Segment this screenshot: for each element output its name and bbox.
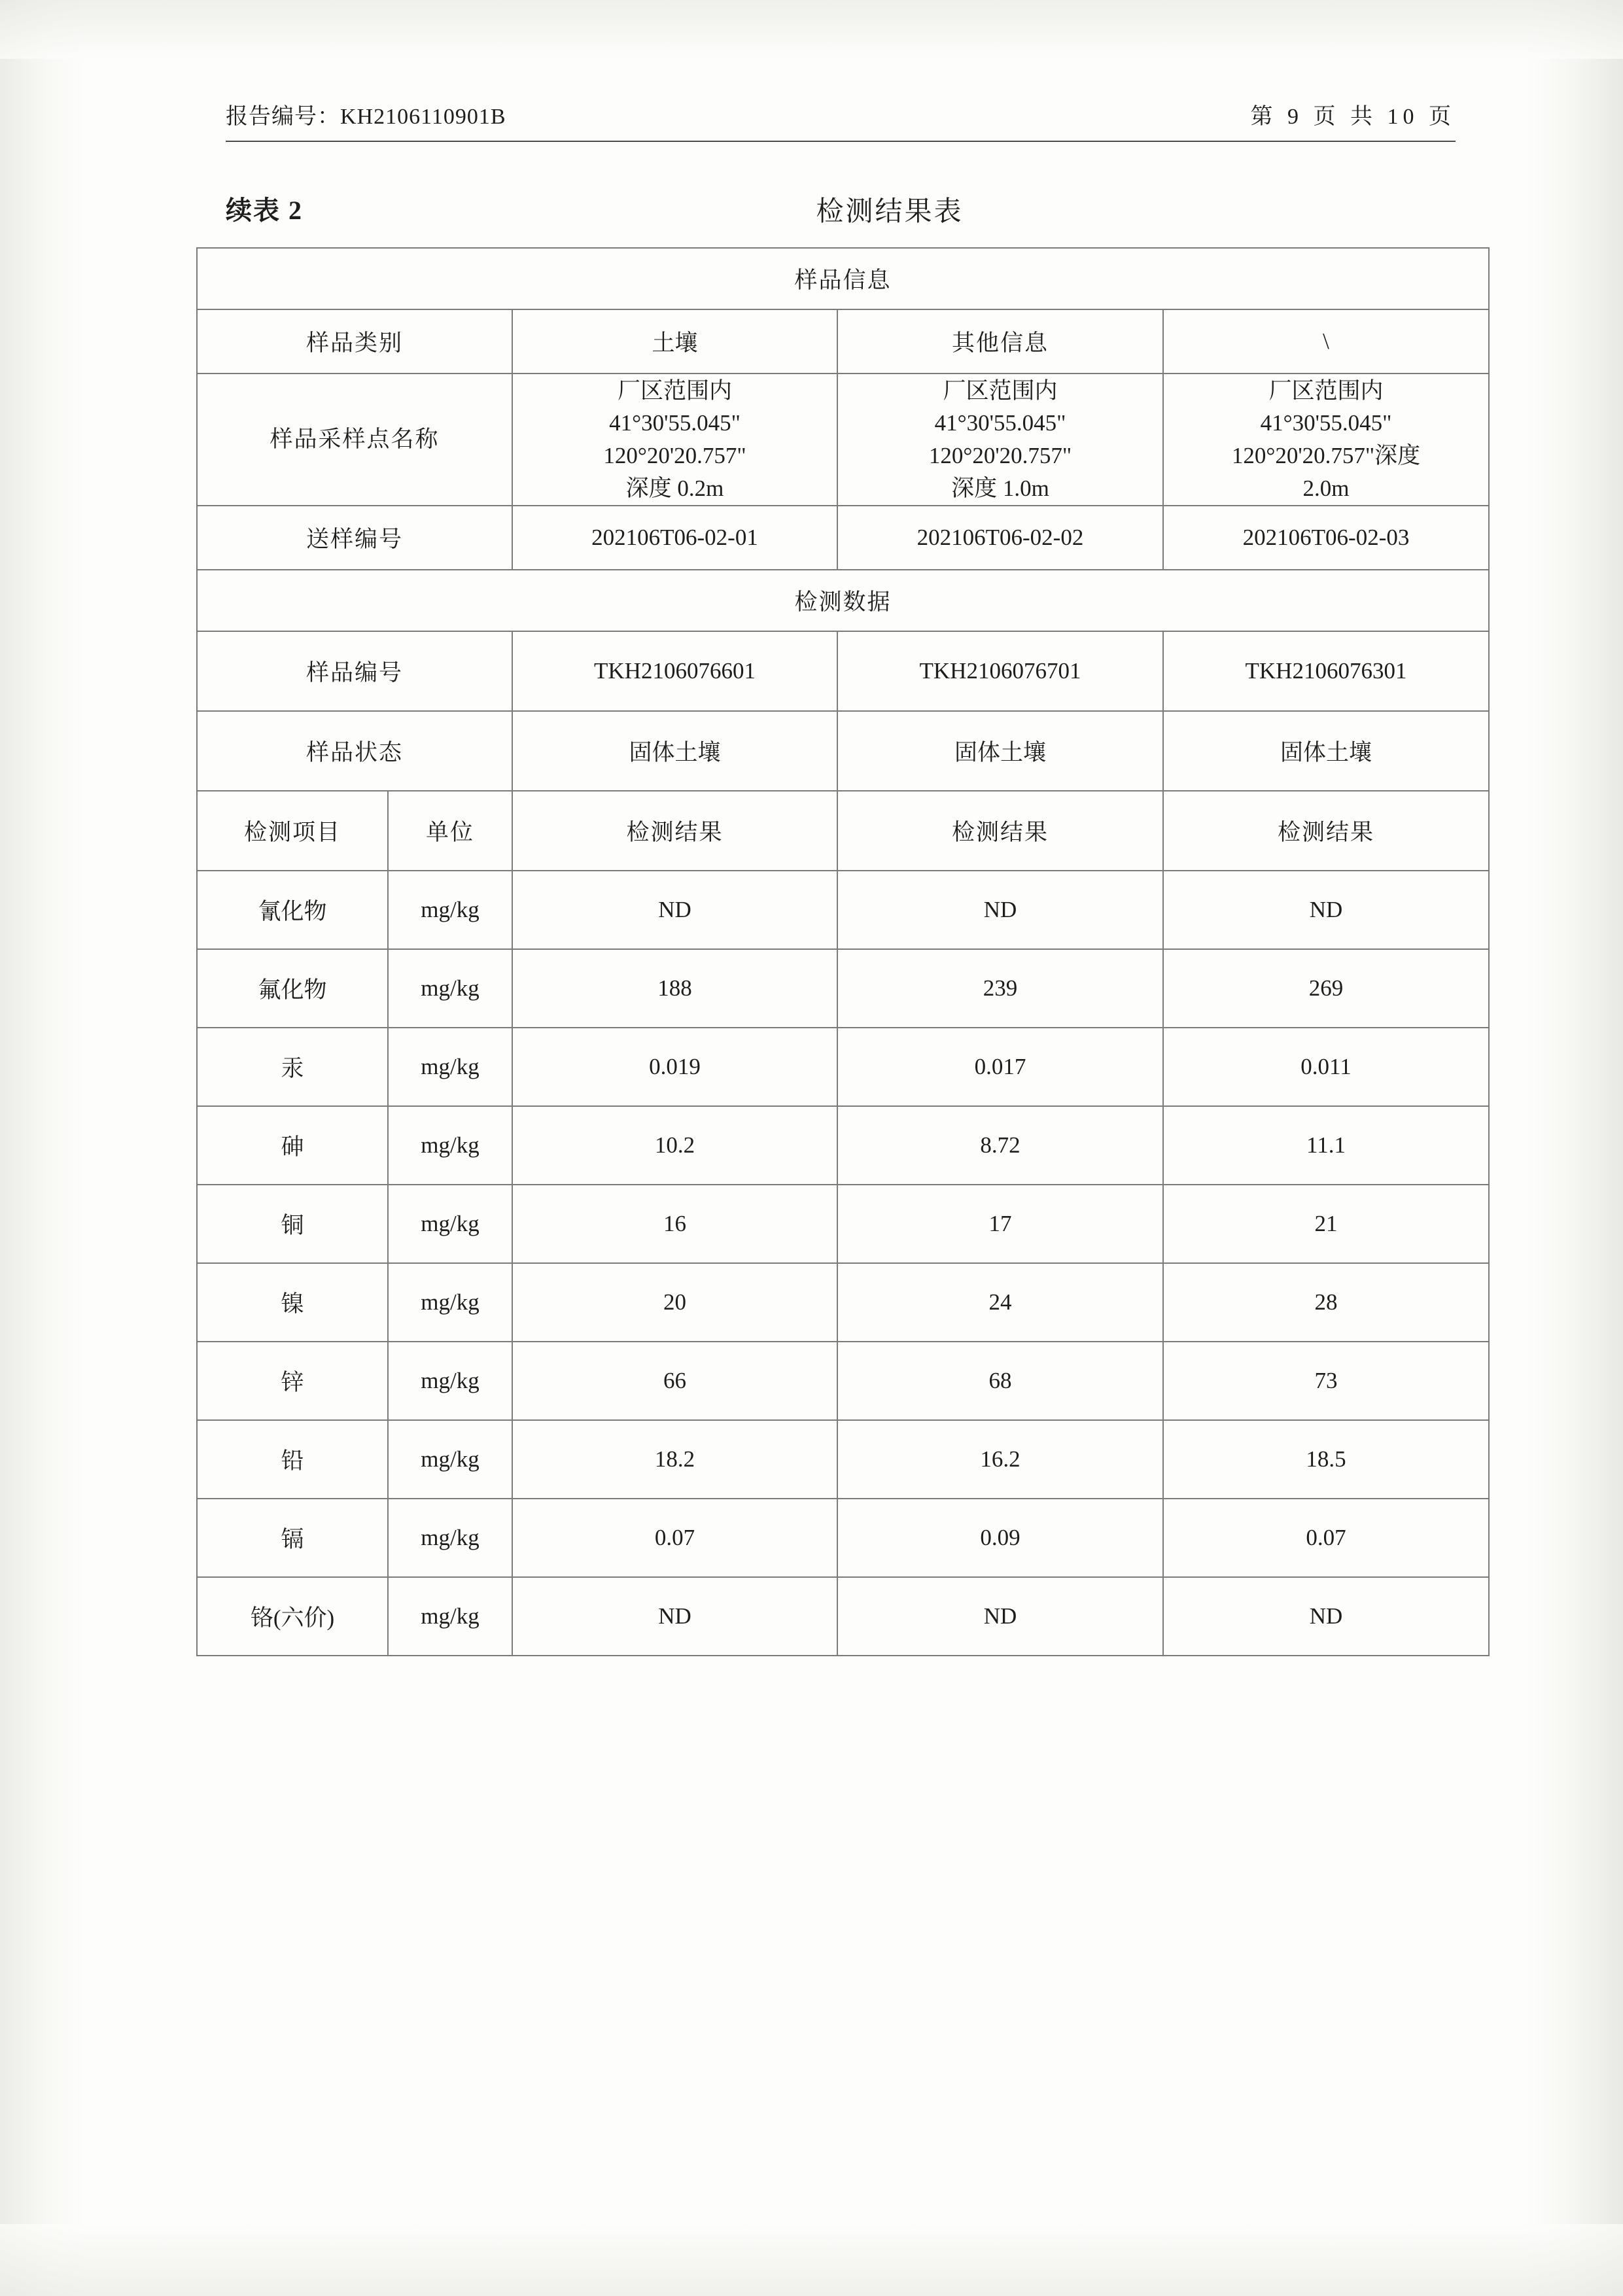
page-indicator: 第 9 页 共 10 页 <box>1250 105 1456 129</box>
row-label-submit-no: 送样编号 <box>197 506 512 570</box>
item-name: 镍 <box>197 1263 388 1342</box>
item-result-1: 188 <box>512 949 837 1028</box>
item-name: 锌 <box>197 1342 388 1420</box>
item-result-3: 269 <box>1163 949 1489 1028</box>
item-result-1: 16 <box>512 1185 837 1263</box>
cell-other-info-value: \ <box>1163 309 1489 374</box>
table-row <box>197 1185 1489 1263</box>
item-unit: mg/kg <box>388 1263 512 1342</box>
cell-sampling-point-2: 厂区范围内 41°30'55.045" 120°20'20.757" 深度 1.0m <box>837 374 1163 506</box>
table-row <box>197 1028 1489 1106</box>
cell-sample-no-2: TKH2106076701 <box>837 631 1163 711</box>
table-row <box>197 1263 1489 1342</box>
row-label-sample-type: 样品类别 <box>197 309 512 374</box>
table-row <box>197 1420 1489 1499</box>
item-result-1: 0.019 <box>512 1028 837 1106</box>
band-sample-info: 样品信息 <box>197 248 1489 309</box>
table-row <box>197 1106 1489 1185</box>
item-unit: mg/kg <box>388 1185 512 1263</box>
col-header-unit: 单位 <box>388 791 512 871</box>
row-label-other-info: 其他信息 <box>837 309 1163 374</box>
item-name: 铅 <box>197 1420 388 1499</box>
item-unit: mg/kg <box>388 949 512 1028</box>
item-unit: mg/kg <box>388 871 512 949</box>
result-table <box>196 247 1490 1656</box>
item-result-1: 20 <box>512 1263 837 1342</box>
item-result-1: ND <box>512 1577 837 1656</box>
item-name: 砷 <box>197 1106 388 1185</box>
item-result-3: 21 <box>1163 1185 1489 1263</box>
item-result-2: 8.72 <box>837 1106 1163 1185</box>
title-row <box>226 190 1456 229</box>
item-result-3: ND <box>1163 871 1489 949</box>
cell-submit-no-2: 202106T06-02-02 <box>837 506 1163 570</box>
item-result-3: 0.07 <box>1163 1499 1489 1577</box>
cell-submit-no-1: 202106T06-02-01 <box>512 506 837 570</box>
item-unit: mg/kg <box>388 1028 512 1106</box>
report-number-value: KH2106110901B <box>340 105 506 129</box>
item-result-1: 18.2 <box>512 1420 837 1499</box>
item-unit: mg/kg <box>388 1420 512 1499</box>
item-unit: mg/kg <box>388 1499 512 1577</box>
col-header-result-1: 检测结果 <box>512 791 837 871</box>
page-title: 检测结果表 <box>816 197 964 227</box>
item-result-2: 239 <box>837 949 1163 1028</box>
item-result-3: 18.5 <box>1163 1420 1489 1499</box>
cell-sample-no-3: TKH2106076301 <box>1163 631 1489 711</box>
item-result-2: 16.2 <box>837 1420 1163 1499</box>
page-header <box>226 98 1456 142</box>
cell-submit-no-3: 202106T06-02-03 <box>1163 506 1489 570</box>
col-header-result-2: 检测结果 <box>837 791 1163 871</box>
table-row <box>197 1499 1489 1577</box>
table-row <box>197 506 1489 570</box>
report-number <box>226 98 506 130</box>
row-label-sample-no: 样品编号 <box>197 631 512 711</box>
item-result-2: 24 <box>837 1263 1163 1342</box>
item-unit: mg/kg <box>388 1106 512 1185</box>
table-row <box>197 791 1489 871</box>
item-result-1: 10.2 <box>512 1106 837 1185</box>
table-row <box>197 374 1489 506</box>
item-result-3: 11.1 <box>1163 1106 1489 1185</box>
item-result-2: 17 <box>837 1185 1163 1263</box>
item-name: 氟化物 <box>197 949 388 1028</box>
col-header-result-3: 检测结果 <box>1163 791 1489 871</box>
table-row <box>197 248 1489 309</box>
item-result-3: 28 <box>1163 1263 1489 1342</box>
item-name: 汞 <box>197 1028 388 1106</box>
table-row <box>197 570 1489 631</box>
cell-sample-state-2: 固体土壤 <box>837 711 1163 791</box>
cell-sample-type-value: 土壤 <box>512 309 837 374</box>
item-result-3: ND <box>1163 1577 1489 1656</box>
cell-sampling-point-3: 厂区范围内 41°30'55.045" 120°20'20.757"深度 2.0m <box>1163 374 1489 506</box>
cell-sample-state-3: 固体土壤 <box>1163 711 1489 791</box>
band-test-data: 检测数据 <box>197 570 1489 631</box>
report-number-label: 报告编号： <box>226 105 340 129</box>
item-unit: mg/kg <box>388 1577 512 1656</box>
table-row <box>197 1342 1489 1420</box>
table-row <box>197 631 1489 711</box>
row-label-sampling-point: 样品采样点名称 <box>197 374 512 506</box>
item-result-1: ND <box>512 871 837 949</box>
table-row <box>197 871 1489 949</box>
item-result-2: 0.017 <box>837 1028 1163 1106</box>
table-row <box>197 949 1489 1028</box>
item-result-3: 73 <box>1163 1342 1489 1420</box>
item-result-1: 0.07 <box>512 1499 837 1577</box>
item-result-2: ND <box>837 871 1163 949</box>
item-name: 铜 <box>197 1185 388 1263</box>
item-result-2: 68 <box>837 1342 1163 1420</box>
row-label-sample-state: 样品状态 <box>197 711 512 791</box>
cell-sample-state-1: 固体土壤 <box>512 711 837 791</box>
continued-table-label: 续表 2 <box>226 196 303 225</box>
cell-sample-no-1: TKH2106076601 <box>512 631 837 711</box>
item-result-3: 0.011 <box>1163 1028 1489 1106</box>
table-row <box>197 711 1489 791</box>
item-result-2: 0.09 <box>837 1499 1163 1577</box>
table-row <box>197 1577 1489 1656</box>
item-unit: mg/kg <box>388 1342 512 1420</box>
item-result-1: 66 <box>512 1342 837 1420</box>
item-name: 铬(六价) <box>197 1577 388 1656</box>
item-result-2: ND <box>837 1577 1163 1656</box>
col-header-item: 检测项目 <box>197 791 388 871</box>
item-name: 镉 <box>197 1499 388 1577</box>
cell-sampling-point-1: 厂区范围内 41°30'55.045" 120°20'20.757" 深度 0.2m <box>512 374 837 506</box>
table-row <box>197 309 1489 374</box>
item-name: 氰化物 <box>197 871 388 949</box>
